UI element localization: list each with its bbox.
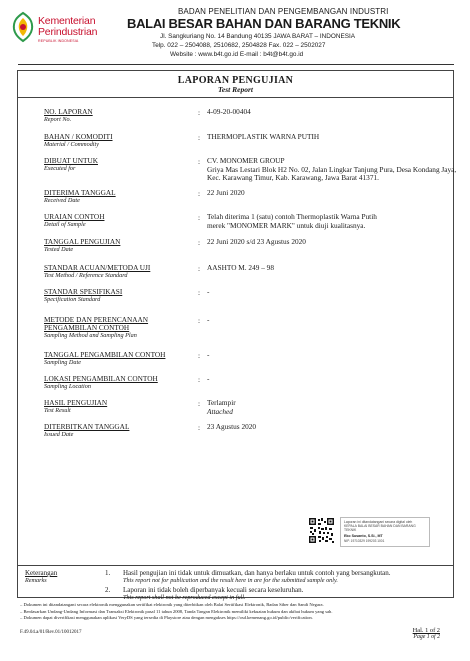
field-value-line: - [207,350,210,359]
field-label: HASIL PENGUJIAN [44,398,108,407]
verification-qr-code-icon[interactable] [308,517,335,544]
ministry-emblem-icon [11,11,35,43]
field-label-en: Sampling Date [44,359,81,366]
field-value-line: CV. MONOMER GROUP [207,156,285,165]
field-label-en: Received Date [44,197,80,204]
field-value-line: AASHTO M. 249 – 98 [207,263,274,272]
field-colon: : [198,157,201,166]
field-value-line: - [207,315,210,324]
field-colon: : [198,264,201,273]
institute-address: Jl. Sangkuriang No. 14 Bandung 40135 JAWA BARAT – INDONESIA [160,33,356,40]
field-label-en: Material / Commodity [44,141,99,148]
field-label-en: Tested Date [44,246,74,253]
field-label-en: Test Result [44,407,71,414]
institute-web: Website : www.b4t.go.id E-mail : b4t@b4t.go.id [170,51,304,58]
letterhead [0,0,470,72]
field-colon: : [198,133,201,142]
field-value [207,423,457,432]
field-value [207,264,457,273]
field-label: STANDAR SPESIFIKASI [44,287,123,296]
signature-office: KEPALA BALAI BESAR BAHAN DAN BARANG TEKNIK [344,524,416,532]
remarks-item-text: Laporan ini tidak boleh diperbanyak kecuali secara keseluruhan. [123,586,304,594]
remarks-divider [18,565,453,566]
field-value-line: Kec. Karawang Timur, Kab. Karawang, Jawa Barat 41371. [207,173,379,182]
logo-ministry-line3: REPUBLIK INDONESIA [38,39,79,43]
field-value [207,189,457,198]
institute-name: BALAI BESAR BAHAN DAN BARANG TEKNIK [127,16,401,31]
ministry-logo [11,9,126,49]
field-label-en: Test Method / Reference Standard [44,272,128,279]
field-colon: : [198,423,201,432]
field-colon: : [198,213,201,222]
field-label-en: Issued Date [44,431,74,438]
field-label-en: Executed for [44,165,76,172]
field-label: URAIAN CONTOH [44,212,105,221]
logo-ministry-line1: Kementerian [38,15,96,27]
field-value-line: Terlampir [207,398,236,407]
page-number-en: Page 1 of 2 [413,634,440,640]
remarks-item-text: Hasil pengujian ini tidak untuk dimuatkan, dan hanya berlaku untuk contoh yang bersangkutan. [123,569,391,577]
field-value-line: THERMOPLASTIK WARNA PUTIH [207,132,320,141]
field-label-en: Specification Standard [44,296,101,303]
field-label-line2: PENGAMBILAN CONTOH [44,323,130,332]
remarks-label-en: Remarks [25,577,47,584]
field-colon: : [198,238,201,247]
letterhead-divider [18,64,454,65]
field-value [207,157,457,183]
field-value-line: - [207,374,210,383]
field-label: DITERBITKAN TANGGAL [44,422,130,431]
field-value [207,375,457,384]
field-value [207,213,457,230]
field-value-line: merek "MONOMER MARK" untuk diuji kualitasnya. [207,220,366,230]
field-label: DITERIMA TANGGAL [44,188,116,197]
field-value [207,288,457,297]
field-colon: : [198,351,201,360]
title-divider [18,97,453,98]
digital-signature-box [340,517,430,547]
field-value [207,316,457,325]
field-colon: : [198,189,201,198]
field-label: METODE DAN PERENCANAAN [44,315,149,324]
field-value [207,108,457,117]
field-label: STANDAR ACUAN/METODA UJI [44,263,151,272]
field-value-en: Attached [207,406,233,416]
form-code: F.49.04.a/01/Rev.01/10012017 [20,630,82,635]
field-label: LOKASI PENGAMBILAN CONTOH [44,374,158,383]
field-colon: : [198,288,201,297]
field-label-en: Sampling Method and Sampling Plan [44,332,137,339]
report-subtitle: Test Report [218,85,253,94]
field-value [207,133,457,142]
footnote-line: – Dokumen ini ditandatangani secara elektronik menggunakan sertifikat elektronik yang diterbitkan oleh Balai Sertifikasi Elektronik, Badan Siber dan Sandi Negara. [20,602,324,607]
remarks-item-text-en: This report shall not be reproduced except in full. [123,594,246,601]
field-value-line: 4-09-20-00404 [207,107,251,116]
signature-nip: NIP. 19710329 199203 1001 [344,539,385,543]
field-label: TANGGAL PENGUJIAN [44,237,121,246]
report-box [17,70,457,601]
page-number-id: Hal. 1 of 2 [412,627,440,634]
field-value-line: - [207,287,210,296]
institute-phone: Telp. 022 – 2504088, 2510682, 2504828 Fax. 022 – 2502027 [152,42,326,49]
report-title: LAPORAN PENGUJIAN [177,75,294,86]
field-value [207,399,457,416]
field-value-line: Griya Mas Lestari Blok H2 No. 02, Jalan Lingkar Tanjung Pura, Desa Kondang Jaya, [207,164,457,174]
field-colon: : [198,316,201,325]
page-number [380,627,440,640]
field-label: BAHAN / KOMODITI [44,132,113,141]
field-label: TANGGAL PENGAMBILAN CONTOH [44,350,166,359]
field-label: DIBUAT UNTUK [44,156,98,165]
remarks-item-text-en: This report not for publication and the result here in are for the submitted sample only. [123,577,338,584]
signature-name: Eko Susanto, S.Si., MT [344,534,383,538]
field-label: NO. LAPORAN [44,107,93,116]
logo-ministry-line2: Perindustrian [38,26,98,38]
remarks-item-number: 2. [105,586,111,594]
field-label-en: Report No. [44,116,72,123]
field-label-en: Sampling Location [44,383,91,390]
remarks-label: Keterangan [25,569,58,577]
field-value-line: 22 Juni 2020 s/d 23 Agustus 2020 [207,237,306,246]
agency-name: BADAN PENELITIAN DAN PENGEMBANGAN INDUSTRI [178,7,389,16]
field-value [207,238,457,247]
footnotes [20,602,460,622]
field-colon: : [198,375,201,384]
field-value [207,351,457,360]
field-colon: : [198,108,201,117]
field-value-line: 22 Juni 2020 [207,188,245,197]
signature-note: Laporan ini ditandatangani secara digital oleh [344,520,413,524]
field-label-en: Detail of Sample [44,221,86,228]
remarks-item-number: 1. [105,569,111,577]
footnote-line: – Berdasarkan Undang-Undang Informasi dan Transaksi Elektronik pasal 11 tahun 2008, Tanda Tangan Elektronik memiliki kekuatan hukum dan akibat hukum yang sah. [20,608,333,614]
field-value-line: 23 Agustus 2020 [207,422,257,431]
field-value-line: Telah diterima 1 (satu) contoh Thermoplastik Warna Putih [207,212,377,221]
field-colon: : [198,399,201,408]
footnote-line: – Dokumen dapat diverifikasi menggunakan aplikasi VeryDS yang tersedia di Playstore atau dengan mengakses https://osd.kemenang.go.id/public/verification. [20,615,313,621]
